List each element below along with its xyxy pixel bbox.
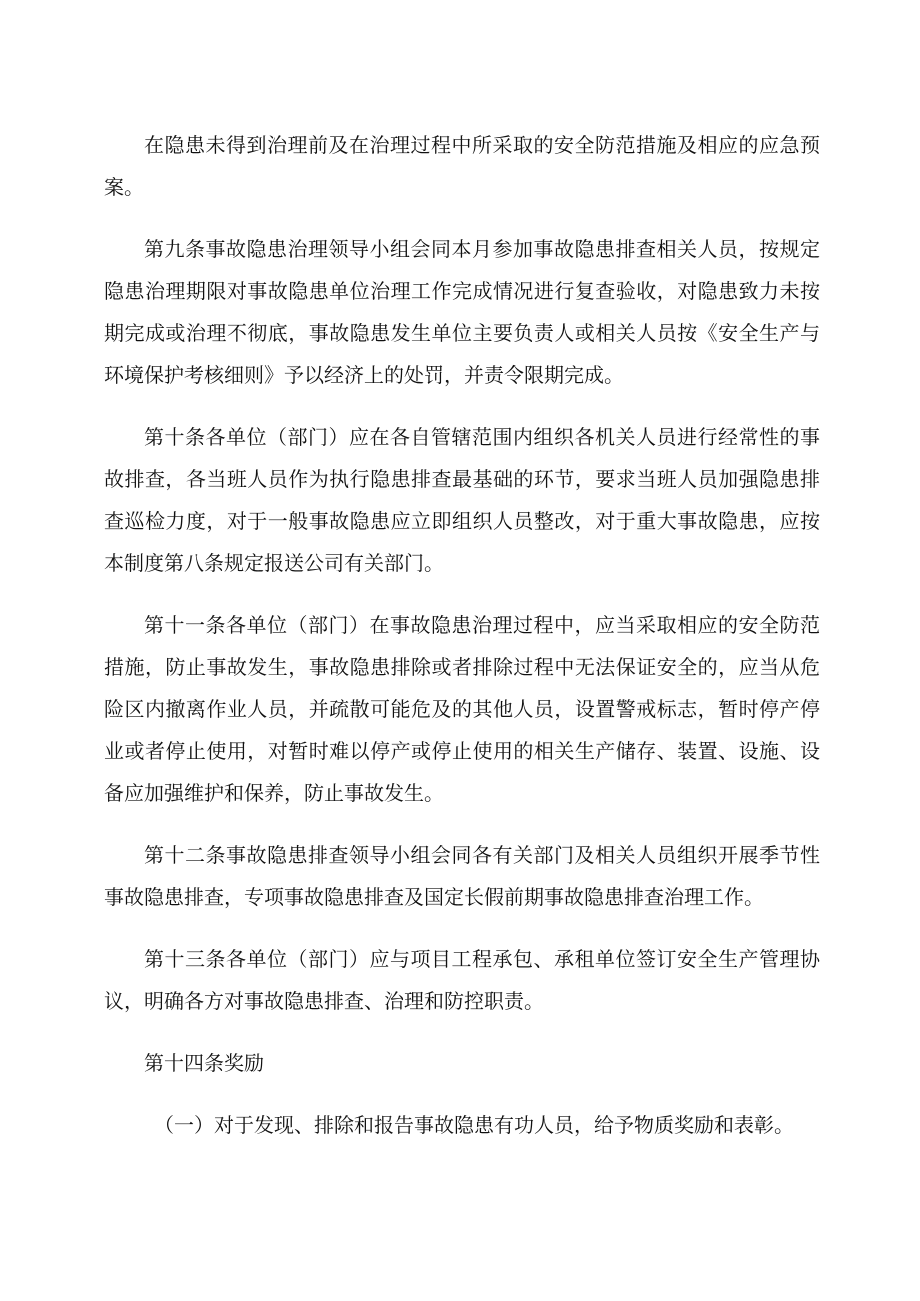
paragraph-article-13: 第十三条各单位（部门）应与项目工程承包、承租单位签订安全生产管理协议，明确各方对事故隐患排查、治理和防控职责。	[104, 947, 820, 1013]
paragraph-intro: 在隐患未得到治理前及在治理过程中所采取的安全防范措施及相应的应急预案。	[104, 133, 820, 199]
paragraph-article-14-item-1: （一）对于发现、排除和报告事故隐患有功人员，给予物质奖励和表彰。	[154, 1113, 794, 1137]
paragraph-article-9: 第九条事故隐患治理领导小组会同本月参加事故隐患排查相关人员，按规定隐患治理期限对事故隐患单位治理工作完成情况进行复查验收，对隐患致力未按期完成或治理不彻底，事故隐患发生单位主要负责人或相关人员按《安全生产与环境保护考核细则》予以经济上的处罚，并责令限期完成。	[104, 237, 820, 387]
paragraph-article-11: 第十一条各单位（部门）在事故隐患治理过程中，应当采取相应的安全防范措施，防止事故发生，事故隐患排除或者排除过程中无法保证安全的，应当从危险区内撤离作业人员，并疏散可能危及的其他人员，设置警戒标志，暂时停产停业或者停止使用，对暂时难以停产或停止使用的相关生产储存、装置、设施、设备应加强维护和保养，防止事故发生。	[104, 613, 820, 805]
paragraph-article-12: 第十二条事故隐患排查领导小组会同各有关部门及相关人员组织开展季节性事故隐患排查，专项事故隐患排查及国定长假前期事故隐患排查治理工作。	[104, 843, 820, 909]
document-body	[104, 124, 820, 1146]
paragraph-article-10: 第十条各单位（部门）应在各自管辖范围内组织各机关人员进行经常性的事故排查，各当班人员作为执行隐患排查最基础的环节，要求当班人员加强隐患排查巡检力度，对于一般事故隐患应立即组织人员整改，对于重大事故隐患，应按本制度第八条规定报送公司有关部门。	[104, 425, 820, 575]
heading-article-14: 第十四条奖励	[144, 1051, 264, 1075]
